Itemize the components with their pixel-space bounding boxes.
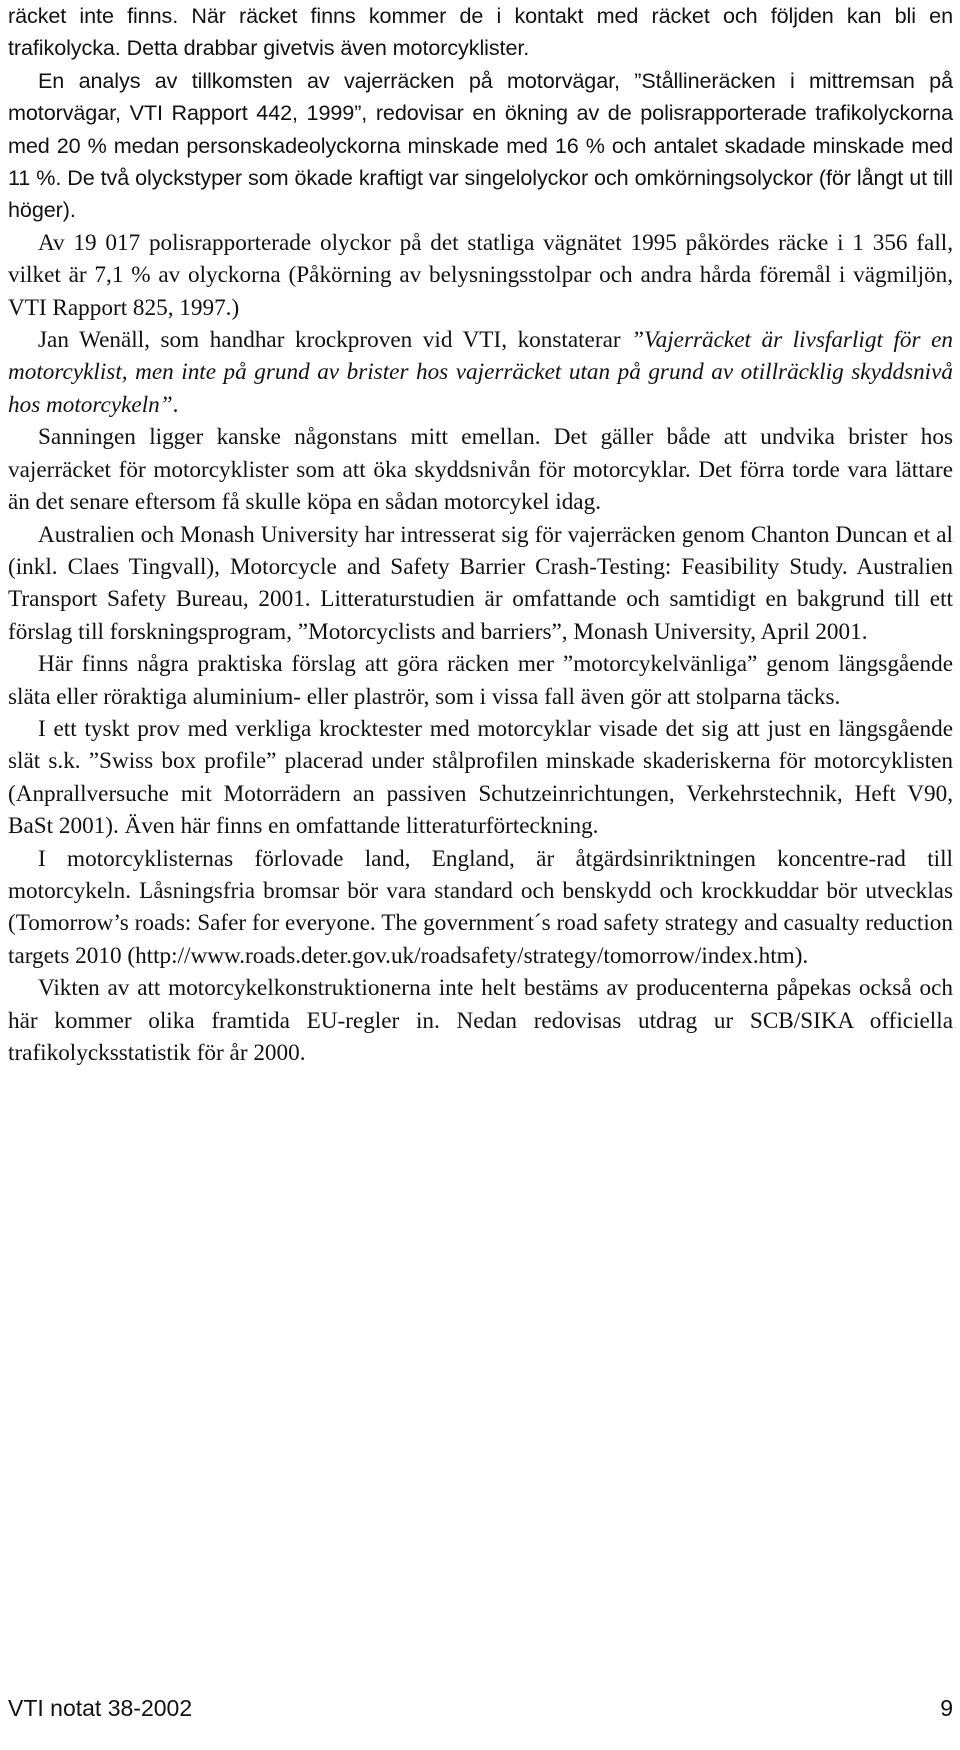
paragraph-6 [8, 519, 953, 649]
page-footer [8, 1695, 953, 1722]
paragraph-text: räcket inte finns. När räcket finns kommer de i kontakt med räcket och följden kan bli en trafikolycka. Detta drabbar givetvis även motorcyklister. [8, 3, 953, 61]
paragraph-8 [8, 713, 953, 843]
paragraph-text: Australien och Monash University har intresserat sig för vajerräcken genom Chanton Duncan et al (inkl. Claes Tingvall), Motorcycle and Safety Barrier Crash-Testing: Feasibility Study. Australien Transport Safety Bureau, 2001. Litteraturstudien är omfattande och samtidigt en bakgrund till ett förslag till forskningsprogram, ”Motorcyclists and barriers”, Monash University, April 2001. [8, 521, 953, 645]
paragraph-text: En analys av tillkomsten av vajerräcken på motorvägar, ”Stållineräcken i mittremsan på motorvägar, VTI Rapport 442, 1999”, redovisar en ökning av de polisrapporterade trafikolyckorna med 20 % medan personskadeolyckorna minskade med 16 % och antalet skadade minskade med 11 %. De två olyckstyper som ökade kraftigt var singelolyckor och omkörningsolyckor (för långt ut till höger). [8, 67, 953, 223]
paragraph-9 [8, 843, 953, 973]
paragraph-text: Av 19 017 polisrapporterade olyckor på det statliga vägnätet 1995 påkördes räcke i 1 356 fall, vilket är 7,1 % av olyckorna (Påkörning av belysningsstolpar och andra hårda föremål i vägmiljön, VTI Rapport 825, 1997.) [8, 229, 953, 321]
quote-italic: ”Vajerräcket är livsfarligt för en motorcyklist, men inte på grund av brister hos vajerräcket utan på grund av otillräcklig skyddsnivå hos motorcykeln” [8, 327, 953, 418]
paragraph-7 [8, 648, 953, 713]
footer-report-id: VTI notat 38-2002 [8, 1695, 193, 1721]
paragraph-10 [8, 972, 953, 1069]
paragraph-text: Vikten av att motorcykelkonstruktionerna inte helt bestäms av producenterna påpekas också och här kommer olika framtida EU-regler in. Nedan redovisas utdrag ur SCB/SIKA officiella trafikolycksstatistik för år 2000. [8, 975, 953, 1066]
document-body [8, 0, 953, 1069]
paragraph-4 [8, 324, 953, 421]
paragraph-text: Här finns några praktiska förslag att göra räcken mer ”motorcykelvänliga” genom längsgående släta eller röraktiga aluminium- eller plaströr, som i vissa fall även gör att stolparna täcks. [8, 651, 953, 710]
paragraph-2 [8, 65, 953, 227]
paragraph-1 [8, 0, 953, 65]
paragraph-5 [8, 421, 953, 518]
paragraph-text: . [172, 391, 179, 418]
paragraph-3 [8, 227, 953, 324]
page-number: 9 [940, 1695, 953, 1721]
paragraph-text: Sanningen ligger kanske någonstans mitt emellan. Det gäller både att undvika brister hos vajerräcket för motorcyklister som att öka skyddsnivån för motorcyklar. Det förra torde vara lättare än det senare eftersom få skulle köpa en sådan motorcykel idag. [8, 424, 953, 516]
paragraph-text: Jan Wenäll, som handhar krockproven vid VTI, konstaterar [38, 327, 632, 354]
paragraph-text: I motorcyklisternas förlovade land, England, är åtgärdsinriktningen koncentre-rad till motorcykeln. Låsningsfria bromsar bör vara standard och benskydd och krockkuddar bör utvecklas (Tomorrow’s roads: Safer for everyone. The government´s road safety strategy and casualty reduction targets 2010 (http://www.roads.deter.gov.uk/roadsafety/strategy/tomorrow/index.htm). [8, 845, 953, 969]
paragraph-text: I ett tyskt prov med verkliga krocktester med motorcyklar visade det sig att just en längsgående slät s.k. ”Swiss box profile” placerad under stålprofilen minskade skaderiskerna för motorcyklisten (Anprallversuche mit Motorrädern an passiven Schutzeinrichtungen, Verkehrstechnik, Heft V90, BaSt 2001). Även här finns en omfattande litteraturförteckning. [8, 715, 953, 840]
